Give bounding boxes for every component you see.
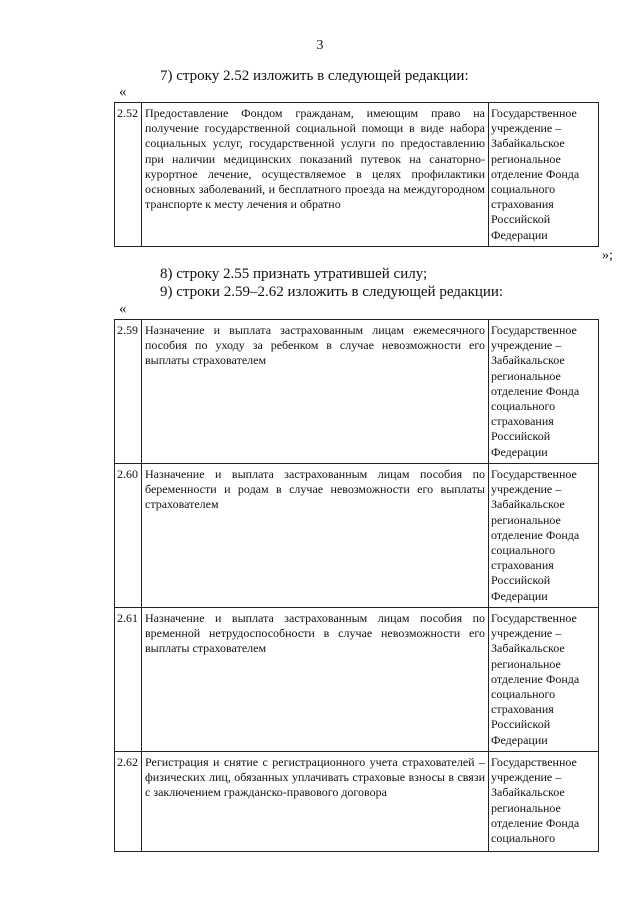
table-row-2-52 bbox=[114, 102, 599, 247]
page-number: 3 bbox=[316, 38, 324, 53]
row-responsible-org: Государственное учреждение – Забайкальское региональное отделение Фонда социального страхования Российской Федерации bbox=[489, 464, 599, 608]
row-number: 2.52 bbox=[115, 103, 142, 247]
row-description: Назначение и выплата застрахованным лицам пособия по беременности и родам в случае невозможности его выплаты страхователем bbox=[142, 464, 489, 608]
row-number: 2.59 bbox=[115, 320, 142, 464]
row-responsible-org: Государственное учреждение – Забайкальское региональное отделение Фонда социального страхования Российской Федерации bbox=[489, 103, 599, 247]
row-number: 2.61 bbox=[115, 608, 142, 752]
closing-quote: »; bbox=[602, 248, 613, 263]
row-responsible-org: Государственное учреждение – Забайкальское региональное отделение Фонда социального страхования Российской Федерации bbox=[489, 320, 599, 464]
opening-quote: « bbox=[119, 301, 127, 317]
row-description: Назначение и выплата застрахованным лицам пособия по временной нетрудоспособности в случае невозможности его выплаты страхователем bbox=[142, 608, 489, 752]
row-responsible-org: Государственное учреждение – Забайкальское региональное отделение Фонда социального bbox=[489, 752, 599, 852]
row-description: Предоставление Фондом гражданам, имеющим право на получение государственной социальной помощи в виде набора социальных услуг, государственной услуги по предоставлению при наличии медицинских показаний путевок на санаторно-курортное лечение, осуществляемое в целях профилактики основных заболеваний, и бесплатного проезда на междугородном транспорте к месту лечения и обратно bbox=[142, 103, 489, 247]
table-rows-2-59-2-62 bbox=[114, 319, 599, 852]
paragraph-item-8: 8) строку 2.55 признать утратившей силу; bbox=[160, 266, 428, 282]
row-description: Назначение и выплата застрахованным лицам ежемесячного пособия по уходу за ребенком в случае невозможности его выплаты страхователем bbox=[142, 320, 489, 464]
table-row bbox=[115, 752, 599, 852]
row-description: Регистрация и снятие с регистрационного учета страхователей – физических лиц, обязанных уплачивать страховые взносы в связи с заключением гражданско-правового договора bbox=[142, 752, 489, 852]
table-row bbox=[115, 464, 599, 608]
paragraph-item-7: 7) строку 2.52 изложить в следующей редакции: bbox=[160, 68, 469, 84]
row-number: 2.60 bbox=[115, 464, 142, 608]
table-row bbox=[115, 608, 599, 752]
table-row bbox=[115, 103, 599, 247]
row-number: 2.62 bbox=[115, 752, 142, 852]
table-row bbox=[115, 320, 599, 464]
paragraph-item-9: 9) строки 2.59–2.62 изложить в следующей редакции: bbox=[160, 284, 504, 300]
opening-quote: « bbox=[119, 84, 127, 100]
row-responsible-org: Государственное учреждение – Забайкальское региональное отделение Фонда социального страхования Российской Федерации bbox=[489, 608, 599, 752]
